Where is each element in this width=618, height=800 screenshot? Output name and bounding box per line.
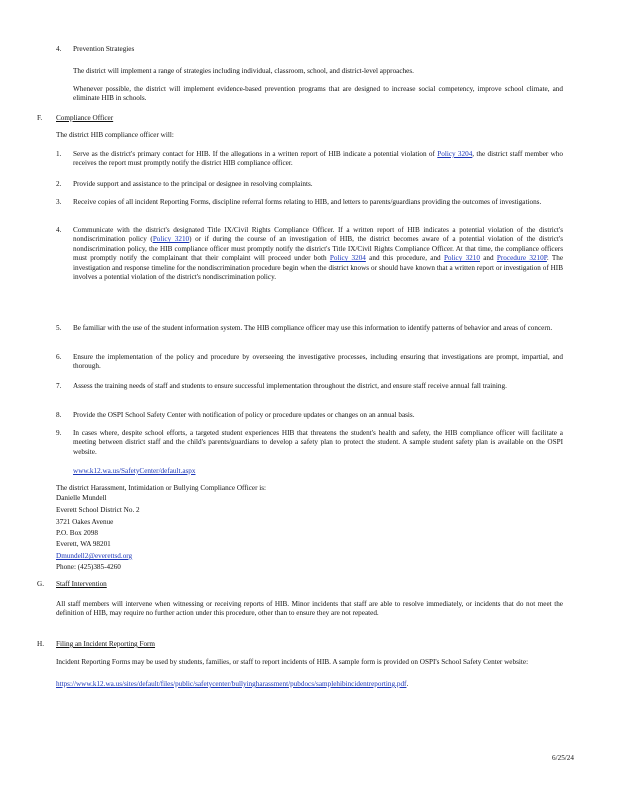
- ospi-safety-center-link[interactable]: www.k12.wa.us/SafetyCenter/default.aspx: [73, 467, 196, 475]
- section-h-letter: H.: [37, 640, 44, 648]
- item-4-text-d: and: [479, 254, 497, 263]
- contact-city: Everett, WA 98201: [56, 540, 111, 548]
- compliance-item-5: Be familiar with the use of the student information system. The HIB compliance officer may use this information to identify patterns of behavior and areas of concern.: [73, 324, 553, 332]
- prevention-paragraph-2: Whenever possible, the district will implement evidence-based prevention programs that are designed to increase social competency, improve school climate, and eliminate HIB in schools.: [73, 85, 563, 103]
- policy-3210-link[interactable]: Policy 3210: [443, 254, 480, 263]
- compliance-item-2: Provide support and assistance to the principal or designee in resolving complaints.: [73, 180, 313, 188]
- item-4-text-b: ) or if during the course of an investigation of HIB, the district becomes aware of a potential violation of the district's nondiscrimination policy, the HIB compliance officer must promptly notify the district's Title IX/Civil Rights Compliance Officer. At that time, the compliance officers must promptly notify the complainant that their complaint will proceed under both: [73, 235, 564, 263]
- prevention-paragraph-1: The district will implement a range of strategies including individual, classroom, school, and district-level approaches.: [73, 67, 414, 75]
- prevention-title: Prevention Strategies: [73, 45, 135, 53]
- item-number: 4.: [56, 226, 62, 234]
- item-4-text-c: and this procedure, and: [365, 254, 444, 263]
- compliance-item-6: Ensure the implementation of the policy and procedure by overseeing the investigative processes, including ensuring that investigations are prompt, impartial, and thorough.: [73, 353, 563, 371]
- section-f-letter: F.: [37, 114, 43, 122]
- compliance-officer-intro: The district Harassment, Intimidation or Bullying Compliance Officer is:: [56, 484, 267, 492]
- contact-name: Danielle Mundell: [56, 494, 107, 502]
- item-number: 3.: [56, 198, 62, 206]
- section-f-title: Compliance Officer: [56, 114, 114, 122]
- staff-intervention-paragraph: All staff members will intervene when witnessing or receiving reports of HIB. Minor incidents that staff are able to resolve immediately, or incidents that do not meet the definition of HIB, may require no further action under this procedure, other than to ensure they are not repeated.: [56, 600, 563, 618]
- compliance-item-8: Provide the OSPI School Safety Center with notification of policy or procedure updates or changes on an annual basis.: [73, 411, 415, 419]
- item-number: 7.: [56, 382, 62, 390]
- incident-form-paragraph: Incident Reporting Forms may be used by students, families, or staff to report incidents of HIB. A sample form is provided on OSPI's School Safety Center website:: [56, 658, 529, 666]
- compliance-item-7: Assess the training needs of staff and students to ensure successful implementation throughout the district, and ensure staff receive annual fall training.: [73, 382, 507, 390]
- item-number: 9.: [56, 429, 62, 437]
- item-9-text: In cases where, despite school efforts, a targeted student experiences HIB that threatens the student's health and safety, the HIB compliance officer will facilitate a meeting between district staff and the child's parents/guardians to develop a safety plan to protect the student. A sample student safety plan is available on the OSPI website.: [73, 429, 563, 456]
- item-number: 8.: [56, 411, 62, 419]
- item-number: 6.: [56, 353, 62, 361]
- compliance-item-3: Receive copies of all incident Reporting Forms, discipline referral forms relating to HIB, and letters to parents/guardians providing the outcomes of investigations.: [73, 198, 542, 206]
- item-number: 4.: [56, 45, 62, 53]
- compliance-item-9: [73, 429, 563, 457]
- compliance-item-4: [73, 226, 563, 282]
- section-h-title: Filing an Incident Reporting Form: [56, 640, 156, 648]
- sample-incident-form-link[interactable]: https://www.k12.wa.us/sites/default/files/public/safetycenter/bullyingharassment/pubdocs/samplehibincidentreporting.pdf: [56, 680, 407, 688]
- section-g-letter: G.: [37, 580, 44, 588]
- revision-date: 6/25/24: [552, 754, 574, 762]
- section-g-title: Staff Intervention: [56, 580, 107, 588]
- item-number: 2.: [56, 180, 62, 188]
- item-number: 1.: [56, 150, 62, 158]
- contact-email-link[interactable]: Dmundell2@everettsd.org: [56, 552, 133, 560]
- contact-phone: Phone: (425)385-4260: [56, 563, 121, 571]
- policy-3204-link[interactable]: Policy 3204: [437, 150, 473, 158]
- contact-po-box: P.O. Box 2098: [56, 529, 98, 537]
- link-trailing-period: .: [406, 680, 409, 688]
- contact-street: 3721 Oakes Avenue: [56, 518, 114, 526]
- procedure-3210p-link[interactable]: Procedure 3210P: [496, 254, 547, 263]
- item-4-text-e: . The investigation and response timeline for the nondiscrimination procedure begin when the district knows or should have known that a written report or investigation of HIB involves a potential violation of the district's nondiscrimination policy.: [73, 254, 564, 282]
- item-1-text-a: Serve as the district's primary contact for HIB. If the allegations in a written report of HIB indicate a potential violation of: [73, 150, 438, 158]
- incident-form-link-line: [56, 680, 563, 689]
- policy-3210-link[interactable]: Policy 3210: [152, 235, 190, 244]
- contact-organization: Everett School District No. 2: [56, 506, 140, 514]
- item-number: 5.: [56, 324, 62, 332]
- section-f-intro: The district HIB compliance officer will:: [56, 131, 174, 139]
- compliance-item-1: [73, 150, 563, 169]
- policy-3204-link[interactable]: Policy 3204: [329, 254, 366, 263]
- item-1-text-b: , the district staff member who receives the report must promptly notify the district HIB compliance officer.: [73, 150, 563, 168]
- item-4-text-a: Communicate with the district's designated Title IX/Civil Rights Compliance Officer. If a written report of HIB indicates a potential violation of the district's nondiscrimination policy (: [73, 226, 563, 244]
